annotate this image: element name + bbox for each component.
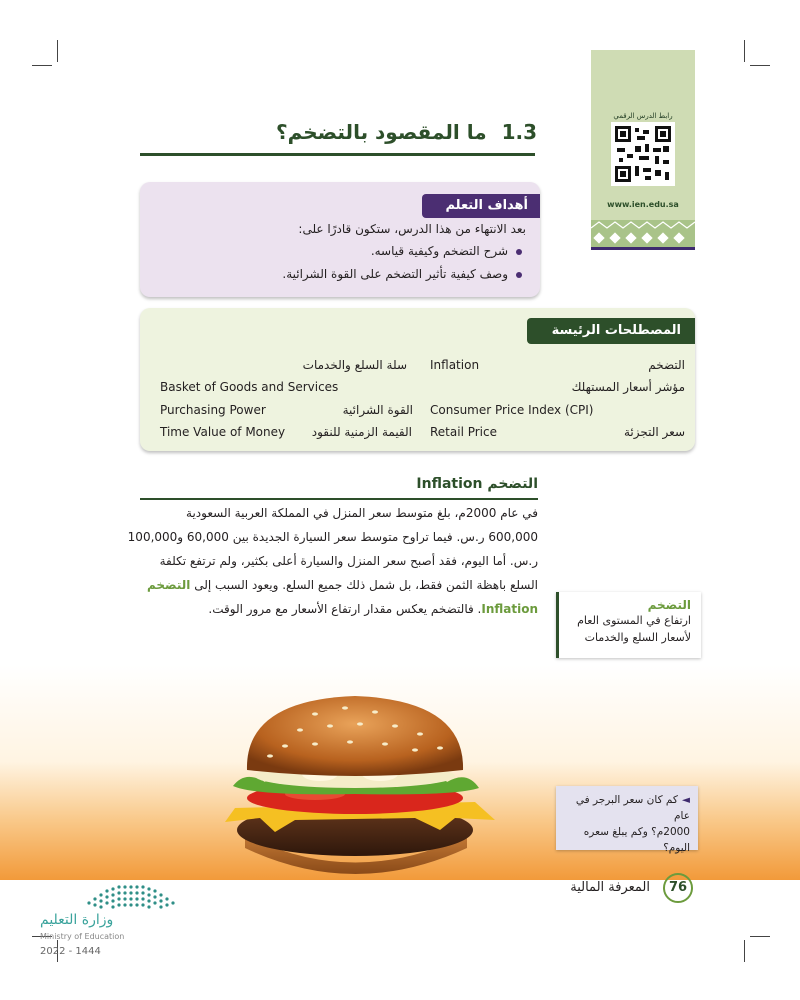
term-basket-ar: سلة السلع والخدمات (302, 358, 407, 372)
definition-text: ارتفاع في المستوى العام (577, 614, 691, 627)
crop-mark (32, 65, 52, 66)
qr-code-icon[interactable] (611, 122, 675, 186)
objective-item: وصف كيفية تأثير التضخم على القوة الشرائية. (282, 267, 522, 281)
bullet-icon (516, 272, 522, 278)
term-tvm-ar: القيمة الزمنية للنقود (311, 425, 412, 439)
decorative-band (591, 220, 695, 250)
section-heading: التضخم Inflation (416, 476, 538, 492)
page-number: 76 (663, 873, 693, 903)
highlight-term: Inflation (481, 602, 538, 616)
objectives-heading: أهداف التعلم (422, 194, 540, 218)
section-rule (140, 498, 538, 500)
term-purchasing-ar: القوة الشرائية (342, 403, 413, 417)
term-cpi-ar: مؤشر أسعار المستهلك (571, 380, 685, 394)
crop-mark (57, 40, 58, 62)
qr-url[interactable]: www.ien.edu.sa (607, 200, 679, 209)
key-terms-box (140, 308, 695, 451)
objective-item: شرح التضخم وكيفية قياسه. (282, 244, 522, 258)
crop-mark (744, 40, 745, 62)
crop-mark (750, 65, 770, 66)
paragraph-line: السلع باهظة الثمن فقط، بل شمل ذلك جميع السلع. ويعود السبب إلى التضخم (146, 578, 538, 592)
highlight-term: التضخم (146, 578, 191, 592)
term-cpi-en: Consumer Price Index (CPI) (430, 403, 594, 417)
term-inflation-en: Inflation (430, 358, 480, 372)
term-tvm-en: Time Value of Money (160, 425, 286, 439)
paragraph-line: في عام 2000م، بلغ متوسط سعر المنزل في المملكة العربية السعودية (186, 506, 538, 520)
term-inflation-ar: التضخم (648, 358, 685, 372)
paragraph-line: ر.س. أما اليوم، فقد أصبح سعر المنزل والسيارة أعلى بكثير، ولم ترتفع تكلفة (159, 554, 538, 568)
title-rule (140, 153, 535, 156)
objectives-intro: بعد الانتهاء من هذا الدرس، ستكون قادرًا على: (298, 222, 526, 236)
definition-text: لأسعار السلع والخدمات (584, 631, 691, 644)
lesson-title-text: ما المقصود بالتضخم؟ (275, 120, 487, 144)
key-terms-heading: المصطلحات الرئيسة (527, 318, 695, 344)
term-retail-en: Retail Price (430, 425, 497, 439)
term-retail-ar: سعر التجزئة (623, 425, 685, 439)
objectives-list (282, 244, 522, 290)
discussion-question: ◄كم كان سعر البرجر في عام 2000م؟ وكم يبلغ سعره اليوم؟ (556, 786, 698, 850)
book-name: المعرفة المالية (570, 880, 650, 895)
qr-label: رابط الدرس الرقمي (613, 112, 673, 120)
lesson-title (276, 120, 537, 144)
ministry-name-en: Ministry of Education (40, 932, 125, 941)
term-basket-en: Basket of Goods and Services (160, 380, 339, 394)
lesson-number: 1.3 (501, 120, 537, 144)
term-purchasing-en: Purchasing Power (160, 403, 266, 417)
crop-mark (750, 936, 770, 937)
digital-lesson-panel (591, 50, 695, 250)
ministry-name-ar: وزارة التعليم (40, 912, 114, 928)
ministry-logo-icon (85, 883, 177, 909)
triangle-pointer-icon: ◄ (681, 794, 690, 806)
paragraph-line: Inflation. فالتضخم يعكس مقدار ارتفاع الأسعار مع مرور الوقت. (208, 602, 538, 616)
definition-term: التضخم (647, 598, 691, 612)
edition-year: 2022 - 1444 (40, 946, 101, 957)
glossary-definition (556, 592, 701, 658)
paragraph-line: 600,000 ر.س. فيما تراوح متوسط سعر السيارة الجديدة بين 60,000 و100,000 (127, 530, 538, 544)
band-line (591, 247, 695, 250)
crop-mark (744, 940, 745, 962)
bullet-icon (516, 249, 522, 255)
burger-image (205, 690, 505, 880)
learning-objectives-box (140, 182, 540, 297)
